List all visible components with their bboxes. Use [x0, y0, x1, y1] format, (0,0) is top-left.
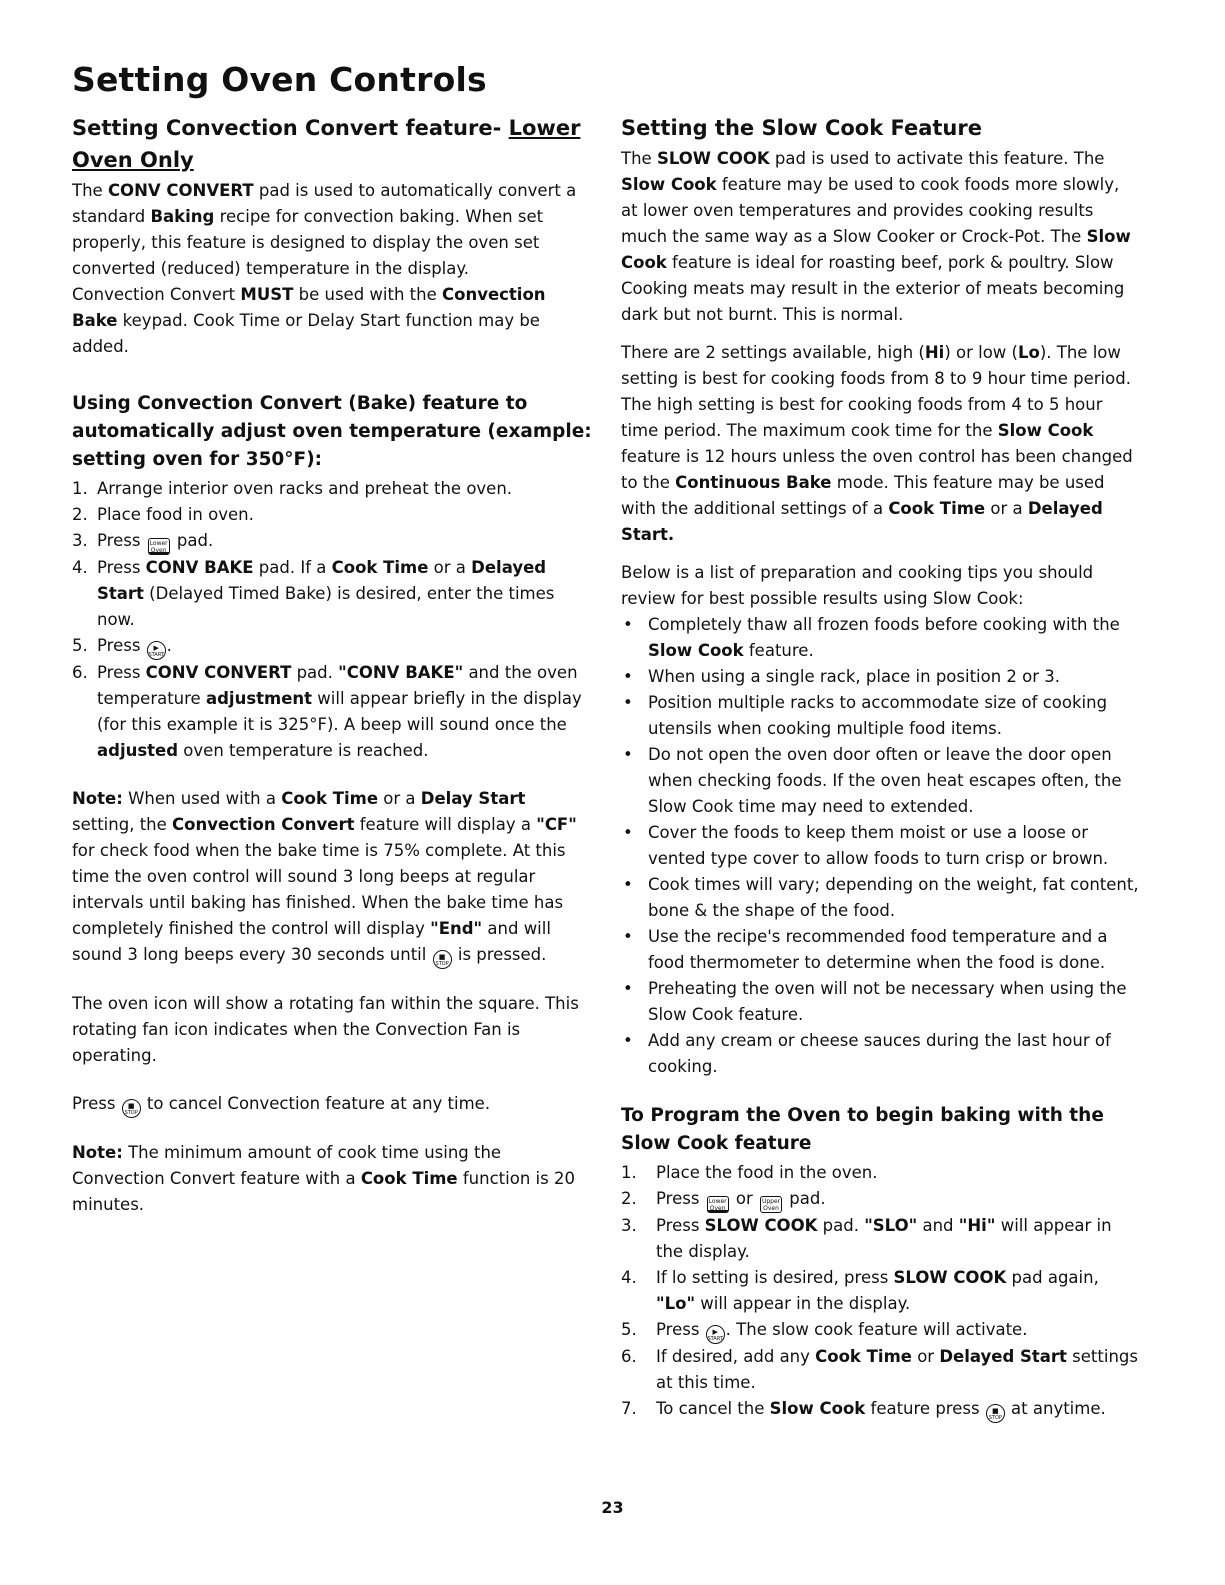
- slow-cook-tips: [621, 612, 1141, 1080]
- start-pad-icon: ▶ START: [147, 641, 166, 660]
- convection-convert-intro: The CONV CONVERT pad is used to automatically convert a standard Baking recipe for convection baking. When set properly, this feature is designed to display the oven set converted (reduced) temperature in the display.: [72, 181, 577, 278]
- slow-cook-intro: The SLOW COOK pad is used to activate this feature. The Slow Cook feature may be used to cook foods more slowly, at lower oven temperatures and provides cooking results much the same way as a Slow Cooker or Crock-Pot. The Slow Cook feature is ideal for roasting beef, pork & poultry. Slow Cooking meats may result in the exterior of meats becoming dark but not burnt. This is normal.: [621, 149, 1131, 324]
- using-convection-convert-heading: Using Convection Convert (Bake) feature to automatically adjust oven temperature (example: setting oven for 350°F):: [72, 393, 592, 470]
- list-item: 1. Place the food in the oven.: [621, 1163, 878, 1182]
- list-item: • Position multiple racks to accommodate size of cooking utensils when cooking multiple food items.: [623, 693, 1108, 738]
- page-number: 23: [601, 1498, 624, 1517]
- convection-convert-note: Note: When used with a Cook Time or a Delay Start setting, the Convection Convert feature will display a "CF" for check food when the bake time is 75% complete. At this time the oven control will sound 3 long beeps at regular intervals until baking has finished. When the bake time has completely finished the control will display "End" and will sound 3 long beeps every 30 seconds until ■ STOP is pressed.: [72, 789, 577, 967]
- lower-oven-pad-icon: Lower Oven: [148, 538, 170, 555]
- right-column: [621, 112, 1141, 1423]
- list-item: 6. If desired, add any Cook Time or Delayed Start settings at this time.: [621, 1347, 1138, 1392]
- stop-pad-icon: ■ STOP: [986, 1404, 1005, 1423]
- list-item: 4. If lo setting is desired, press SLOW COOK pad again, "Lo" will appear in the display.: [621, 1268, 1099, 1313]
- convection-fan-text: The oven icon will show a rotating fan within the square. This rotating fan icon indicates when the Convection Fan is operating.: [72, 994, 579, 1065]
- slow-cook-heading: Setting the Slow Cook Feature: [621, 116, 982, 140]
- list-item: • Completely thaw all frozen foods before cooking with the Slow Cook feature.: [623, 615, 1120, 660]
- list-item: 5. Press ▶ START .: [72, 636, 172, 658]
- list-item: 6. Press CONV CONVERT pad. "CONV BAKE" and the oven temperature adjustment will appear briefly in the display (for this example it is 325°F). A beep will sound once the adjusted oven temperature is reached.: [72, 663, 582, 760]
- minimum-cook-time-note: Note: The minimum amount of cook time using the Convection Convert feature with a Cook Time function is 20 minutes.: [72, 1143, 575, 1214]
- slow-cook-tips-intro: Below is a list of preparation and cooking tips you should review for best possible results using Slow Cook:: [621, 563, 1094, 608]
- list-item: • Do not open the oven door often or leave the door open when checking foods. If the oven heat escapes often, the Slow Cook time may need to extended.: [623, 745, 1122, 816]
- stop-pad-icon: ■ STOP: [122, 1099, 141, 1118]
- lower-oven-pad-icon: Lower Oven: [707, 1196, 729, 1213]
- cancel-convection-text: Press ■ STOP to cancel Convection feature at any time.: [72, 1094, 491, 1116]
- program-slow-cook-heading: To Program the Oven to begin baking with the Slow Cook feature: [621, 1105, 1104, 1154]
- upper-oven-pad-icon: Upper Oven: [761, 1198, 781, 1212]
- list-item: • Add any cream or cheese sauces during the last hour of cooking.: [623, 1031, 1111, 1076]
- slow-cook-steps: [621, 1160, 1141, 1423]
- list-item: • Cover the foods to keep them moist or use a loose or vented type cover to allow foods to turn crisp or brown.: [623, 823, 1109, 868]
- slow-cook-settings: There are 2 settings available, high (Hi) or low (Lo). The low setting is best for cooking foods from 8 to 9 hour time period. The high setting is best for cooking foods from 4 to 5 hour time period. The maximum cook time for the Slow Cook feature is 12 hours unless the oven control has been changed to the Continuous Bake mode. This feature may be used with the additional settings of a Cook Time or a Delayed Start.: [621, 343, 1133, 544]
- list-item: • When using a single rack, place in position 2 or 3.: [623, 667, 1061, 686]
- convection-convert-heading: Setting Convection Convert feature- Lower Oven Only: [72, 116, 581, 172]
- list-item: 7. To cancel the Slow Cook feature press ■ STOP at anytime.: [621, 1399, 1106, 1421]
- list-item: • Use the recipe's recommended food temperature and a food thermometer to determine when the food is done.: [623, 927, 1108, 972]
- left-column: [72, 112, 592, 1218]
- list-item: 5. Press ▶ START . The slow cook feature will activate.: [621, 1320, 1028, 1342]
- list-item: 2. Press Lower Oven or Upper Oven pad.: [621, 1189, 826, 1212]
- list-item: 3. Press SLOW COOK pad. "SLO" and "Hi" will appear in the display.: [621, 1216, 1112, 1261]
- list-item: • Cook times will vary; depending on the weight, fat content, bone & the shape of the food.: [623, 875, 1139, 920]
- start-pad-icon: ▶ START: [706, 1325, 725, 1344]
- list-item: 1. Arrange interior oven racks and preheat the oven.: [72, 479, 513, 498]
- page-title: Setting Oven Controls: [72, 60, 487, 99]
- list-item: • Preheating the oven will not be necessary when using the Slow Cook feature.: [623, 979, 1127, 1024]
- convection-convert-requirement: Convection Convert MUST be used with the Convection Bake keypad. Cook Time or Delay Start function may be added.: [72, 285, 546, 356]
- convection-convert-steps: [72, 476, 592, 764]
- list-item: 3. Press Lower Oven pad.: [72, 531, 214, 554]
- list-item: 4. Press CONV BAKE pad. If a Cook Time or a Delayed Start (Delayed Timed Bake) is desired, enter the times now.: [72, 558, 555, 629]
- list-item: 2. Place food in oven.: [72, 505, 254, 524]
- stop-pad-icon: ■ STOP: [433, 950, 452, 969]
